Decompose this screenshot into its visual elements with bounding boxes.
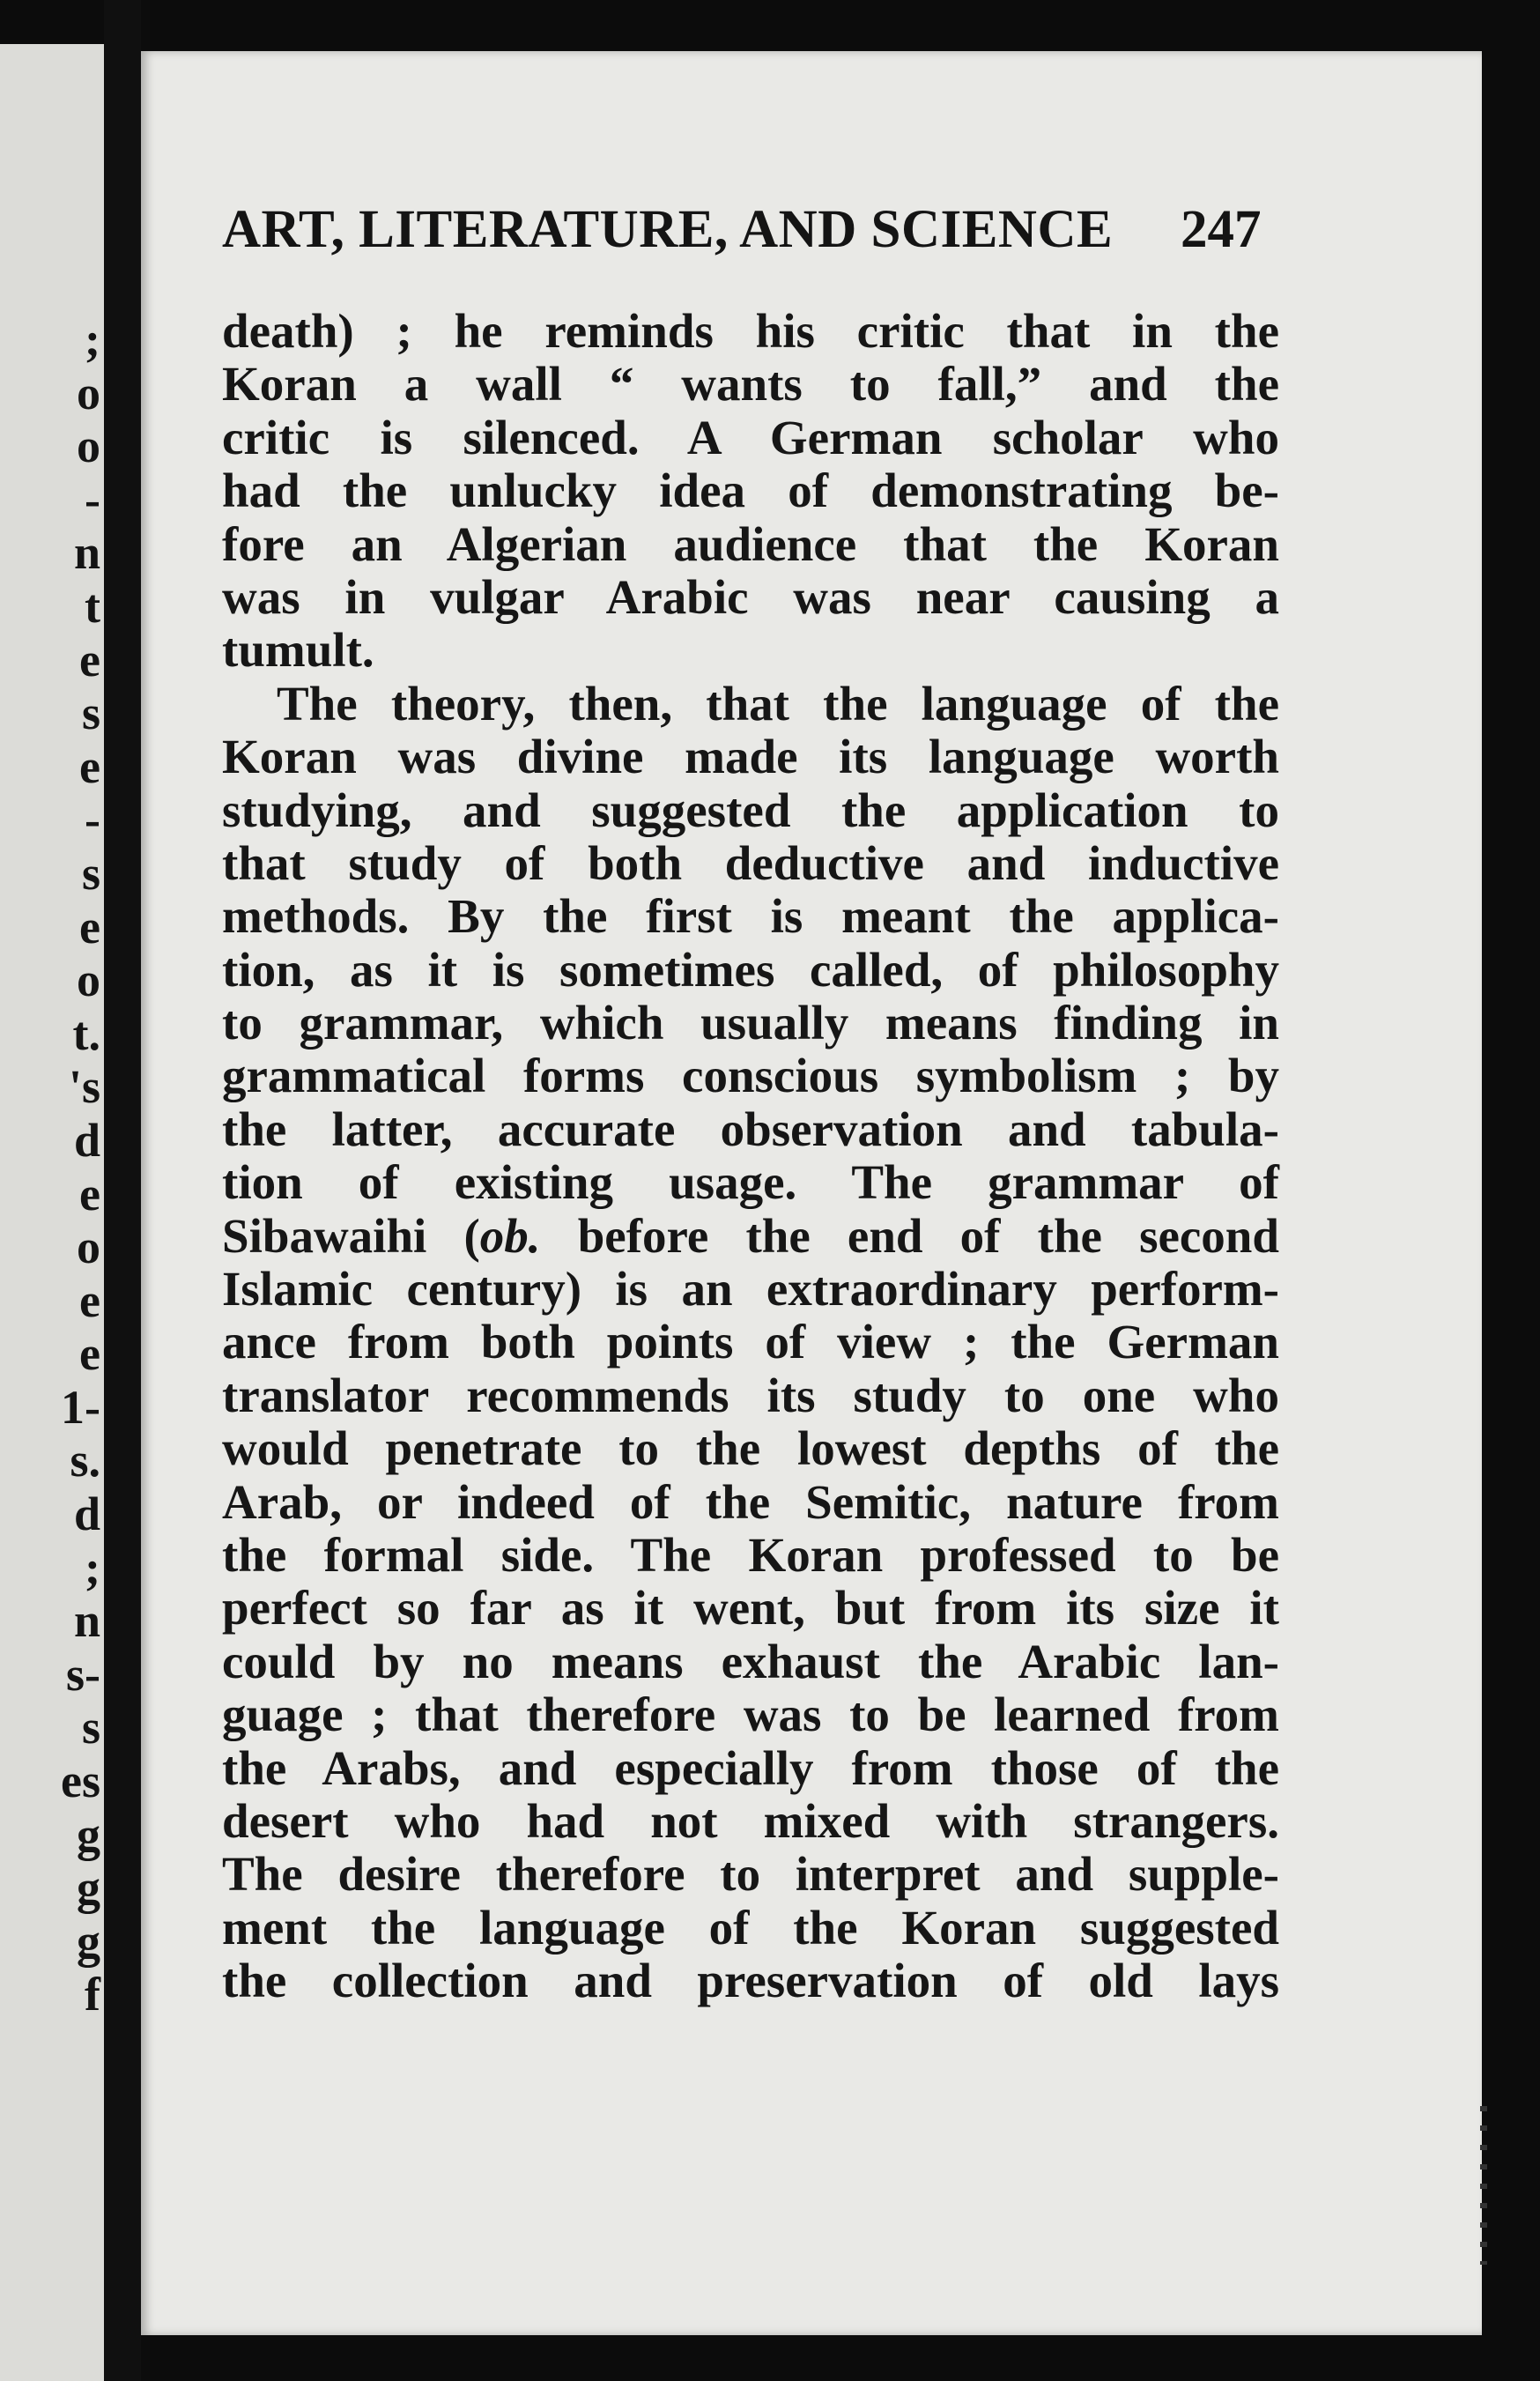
text-line: could by no means exhaust the Arabic lan- — [222, 1634, 1279, 1688]
edge-fragment: e — [79, 1327, 100, 1381]
edge-fragment: - — [85, 793, 100, 847]
book-gutter — [104, 0, 141, 2381]
text-line: grammatical forms conscious symbolism ; by — [222, 1049, 1279, 1103]
edge-fragment: e — [79, 1167, 100, 1220]
text-line: the collection and preservation of old lays — [222, 1954, 1279, 2008]
edge-fragment: g — [77, 1807, 100, 1861]
running-head-title: ART, LITERATURE, AND SCIENCE — [222, 200, 1114, 259]
text-line: ance from both points of view ; the German — [222, 1315, 1279, 1369]
text-line: tumult. — [222, 623, 374, 678]
edge-fragment: e — [79, 739, 100, 793]
edge-fragment: n — [73, 1594, 100, 1648]
text-line: Koran a wall “ wants to fall,” and the — [222, 357, 1279, 412]
edge-fragment: o — [77, 366, 100, 419]
edge-fragment: s — [81, 846, 100, 900]
previous-page-fragments — [61, 313, 100, 2021]
text-line: translator recommends its study to one who — [222, 1368, 1279, 1422]
text-line: Islamic century) is an extraordinary perform- — [222, 1262, 1279, 1317]
text-line: tion, as it is sometimes called, of philosophy — [222, 942, 1279, 997]
text-line: had the unlucky idea of demonstrating be- — [222, 464, 1279, 518]
edge-fragment: o — [77, 1220, 100, 1274]
edge-fragment: s. — [70, 1434, 100, 1487]
edge-fragment: d — [73, 1487, 100, 1541]
edge-fragment: s — [81, 1701, 100, 1754]
edge-fragment: o — [77, 419, 100, 473]
edge-fragment: ; — [85, 313, 100, 366]
body-text — [222, 305, 1279, 2008]
book-page — [141, 51, 1482, 2335]
text-line: to grammar, which usually means finding in — [222, 996, 1279, 1050]
edge-fragment: f — [85, 1968, 100, 2021]
text-line: the Arabs, and especially from those of the — [222, 1740, 1279, 1795]
page-number: 247 — [1181, 200, 1262, 259]
page-edge-marks — [1480, 2106, 1487, 2265]
text-line: fore an Algerian audience that the Koran — [222, 516, 1279, 571]
edge-fragment: t. — [72, 1006, 100, 1060]
edge-fragment: e — [79, 1273, 100, 1327]
edge-fragment: n — [73, 526, 100, 580]
text-line: Arab, or indeed of the Semitic, nature from — [222, 1474, 1279, 1529]
edge-fragment: t — [85, 579, 100, 633]
edge-fragment: 's — [68, 1060, 100, 1114]
text-line: Sibawaihi (ob. before the end of the second — [222, 1208, 1279, 1263]
text-line: would penetrate to the lowest depths of the — [222, 1421, 1279, 1476]
text-line: desert who had not mixed with strangers. — [222, 1793, 1279, 1848]
edge-fragment: s — [81, 686, 100, 740]
text-line: The theory, then, that the language of the — [277, 676, 1279, 731]
edge-fragment: es — [61, 1754, 100, 1808]
text-line: Koran was divine made its language worth — [222, 730, 1279, 784]
text-line: ment the language of the Koran suggested — [222, 1900, 1279, 1954]
edge-fragment: s- — [66, 1647, 100, 1701]
text-line: guage ; that therefore was to be learned from — [222, 1687, 1279, 1742]
edge-fragment: ; — [85, 1540, 100, 1594]
text-line: tion of existing usage. The grammar of — [222, 1155, 1279, 1210]
previous-page-edge — [0, 44, 104, 2381]
text-line: was in vulgar Arabic was near causing a — [222, 569, 1279, 624]
edge-fragment: - — [85, 472, 100, 526]
text-line: studying, and suggested the application to — [222, 783, 1279, 837]
edge-fragment: d — [73, 1113, 100, 1167]
text-line: that study of both deductive and inductive — [222, 835, 1279, 890]
edge-fragment: e — [79, 633, 100, 686]
edge-fragment: 1- — [61, 1380, 100, 1434]
text-line: The desire therefore to interpret and supple- — [222, 1847, 1279, 1902]
text-line: death) ; he reminds his critic that in the — [222, 304, 1279, 358]
text-line: methods. By the first is meant the applica- — [222, 889, 1279, 944]
text-line: perfect so far as it went, but from its size it — [222, 1581, 1279, 1636]
text-line: the latter, accurate observation and tabula- — [222, 1101, 1279, 1156]
running-head — [222, 199, 1279, 270]
text-line: the formal side. The Koran professed to be — [222, 1527, 1279, 1582]
text-line: critic is silenced. A German scholar who — [222, 410, 1279, 464]
edge-fragment: g — [77, 1914, 100, 1968]
edge-fragment: e — [79, 900, 100, 953]
edge-fragment: o — [77, 953, 100, 1007]
edge-fragment: g — [77, 1861, 100, 1915]
